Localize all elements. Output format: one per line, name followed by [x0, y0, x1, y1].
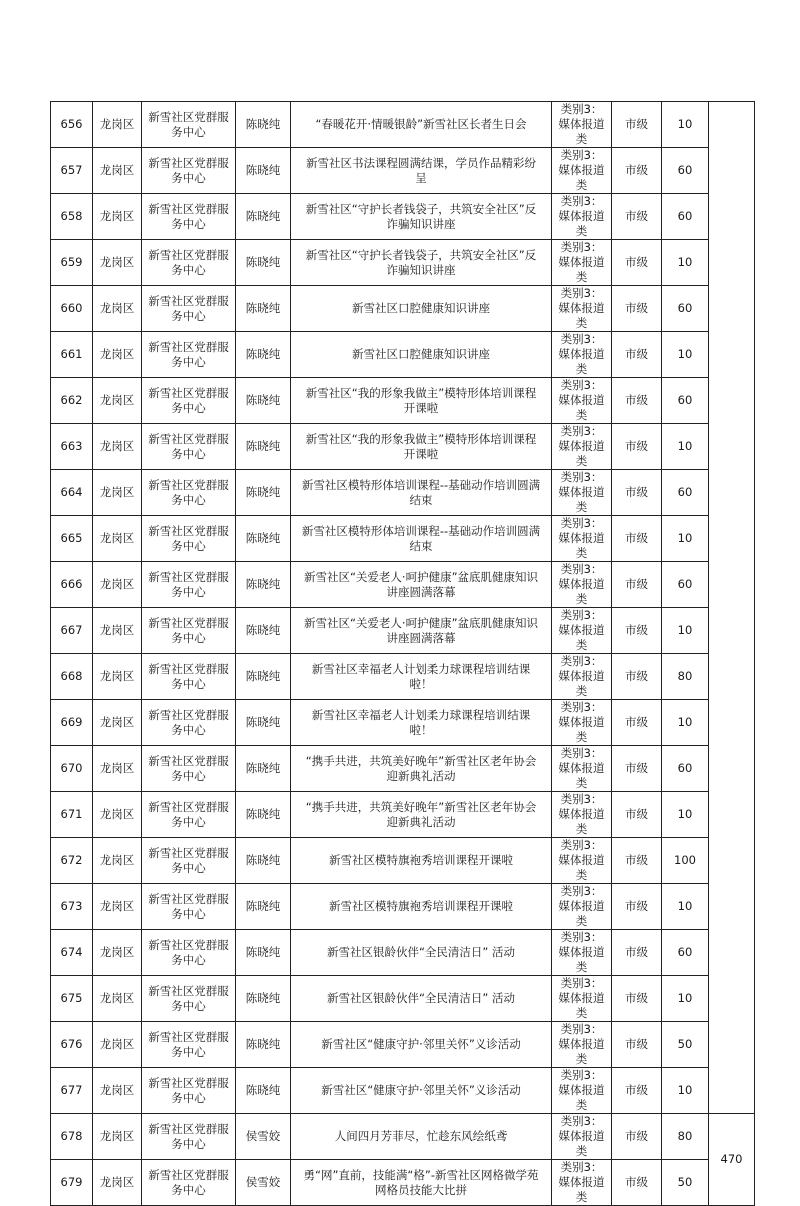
- title-cell: 新雪社区银龄伙伴“全民清洁日” 活动: [291, 976, 552, 1022]
- unit-cell: 新雪社区党群服务中心: [142, 562, 236, 608]
- score-cell: 60: [662, 286, 709, 332]
- level-cell: 市级: [612, 424, 662, 470]
- score-cell: 10: [662, 102, 709, 148]
- table-row: [51, 1160, 755, 1206]
- score-cell: 60: [662, 148, 709, 194]
- title-cell: 新雪社区银龄伙伴“全民清洁日” 活动: [291, 930, 552, 976]
- level-cell: 市级: [612, 1114, 662, 1160]
- person-cell: 陈晓纯: [236, 654, 291, 700]
- district-cell: 龙岗区: [93, 1160, 142, 1206]
- table-row: [51, 654, 755, 700]
- person-cell: 陈晓纯: [236, 424, 291, 470]
- category-cell: 类别3：媒体报道类: [552, 1068, 612, 1114]
- row-number-cell: 663: [51, 424, 93, 470]
- row-number-cell: 673: [51, 884, 93, 930]
- person-cell: 陈晓纯: [236, 700, 291, 746]
- level-cell: 市级: [612, 148, 662, 194]
- score-cell: 80: [662, 654, 709, 700]
- unit-cell: 新雪社区党群服务中心: [142, 608, 236, 654]
- category-cell: 类别3：媒体报道类: [552, 1160, 612, 1206]
- level-cell: 市级: [612, 838, 662, 884]
- unit-cell: 新雪社区党群服务中心: [142, 838, 236, 884]
- table-row: [51, 286, 755, 332]
- person-cell: 陈晓纯: [236, 286, 291, 332]
- district-cell: 龙岗区: [93, 1022, 142, 1068]
- row-number-cell: 666: [51, 562, 93, 608]
- unit-cell: 新雪社区党群服务中心: [142, 1068, 236, 1114]
- person-cell: 陈晓纯: [236, 378, 291, 424]
- row-number-cell: 659: [51, 240, 93, 286]
- table-row: [51, 562, 755, 608]
- person-cell: 陈晓纯: [236, 470, 291, 516]
- district-cell: 龙岗区: [93, 102, 142, 148]
- district-cell: 龙岗区: [93, 240, 142, 286]
- level-cell: 市级: [612, 470, 662, 516]
- unit-cell: 新雪社区党群服务中心: [142, 654, 236, 700]
- table-row: [51, 884, 755, 930]
- title-cell: 新雪社区“我的形象我做主”模特形体培训课程开课啦: [291, 424, 552, 470]
- title-cell: “携手共进，共筑美好晚年”新雪社区老年协会迎新典礼活动: [291, 792, 552, 838]
- table-row: [51, 378, 755, 424]
- title-cell: 新雪社区模特旗袍秀培训课程开课啦: [291, 884, 552, 930]
- district-cell: 龙岗区: [93, 746, 142, 792]
- district-cell: 龙岗区: [93, 608, 142, 654]
- title-cell: 新雪社区“我的形象我做主”模特形体培训课程开课啦: [291, 378, 552, 424]
- district-cell: 龙岗区: [93, 286, 142, 332]
- unit-cell: 新雪社区党群服务中心: [142, 286, 236, 332]
- level-cell: 市级: [612, 608, 662, 654]
- row-number-cell: 678: [51, 1114, 93, 1160]
- person-cell: 陈晓纯: [236, 240, 291, 286]
- title-cell: 新雪社区幸福老人计划柔力球课程培训结课啦！: [291, 654, 552, 700]
- level-cell: 市级: [612, 884, 662, 930]
- unit-cell: 新雪社区党群服务中心: [142, 102, 236, 148]
- district-cell: 龙岗区: [93, 700, 142, 746]
- category-cell: 类别3：媒体报道类: [552, 562, 612, 608]
- unit-cell: 新雪社区党群服务中心: [142, 976, 236, 1022]
- table-row: [51, 930, 755, 976]
- row-number-cell: 658: [51, 194, 93, 240]
- district-cell: 龙岗区: [93, 976, 142, 1022]
- unit-cell: 新雪社区党群服务中心: [142, 884, 236, 930]
- score-cell: 50: [662, 1160, 709, 1206]
- category-cell: 类别3：媒体报道类: [552, 102, 612, 148]
- records-table: [50, 101, 755, 1206]
- district-cell: 龙岗区: [93, 930, 142, 976]
- person-cell: 陈晓纯: [236, 1068, 291, 1114]
- level-cell: 市级: [612, 194, 662, 240]
- unit-cell: 新雪社区党群服务中心: [142, 1114, 236, 1160]
- unit-cell: 新雪社区党群服务中心: [142, 194, 236, 240]
- category-cell: 类别3：媒体报道类: [552, 286, 612, 332]
- category-cell: 类别3：媒体报道类: [552, 470, 612, 516]
- level-cell: 市级: [612, 286, 662, 332]
- table-row: [51, 470, 755, 516]
- unit-cell: 新雪社区党群服务中心: [142, 240, 236, 286]
- category-cell: 类别3：媒体报道类: [552, 240, 612, 286]
- title-cell: “携手共进，共筑美好晚年”新雪社区老年协会迎新典礼活动: [291, 746, 552, 792]
- level-cell: 市级: [612, 378, 662, 424]
- unit-cell: 新雪社区党群服务中心: [142, 516, 236, 562]
- unit-cell: 新雪社区党群服务中心: [142, 332, 236, 378]
- table-row: [51, 424, 755, 470]
- table-row: [51, 976, 755, 1022]
- person-cell: 陈晓纯: [236, 148, 291, 194]
- table-row: [51, 746, 755, 792]
- title-cell: 新雪社区“守护长者钱袋子，共筑安全社区”反诈骗知识讲座: [291, 240, 552, 286]
- row-number-cell: 679: [51, 1160, 93, 1206]
- district-cell: 龙岗区: [93, 424, 142, 470]
- category-cell: 类别3：媒体报道类: [552, 332, 612, 378]
- row-number-cell: 661: [51, 332, 93, 378]
- score-cell: 80: [662, 1114, 709, 1160]
- row-number-cell: 670: [51, 746, 93, 792]
- unit-cell: 新雪社区党群服务中心: [142, 378, 236, 424]
- title-cell: “春暖花开·情暖银龄”新雪社区长者生日会: [291, 102, 552, 148]
- row-number-cell: 664: [51, 470, 93, 516]
- district-cell: 龙岗区: [93, 562, 142, 608]
- district-cell: 龙岗区: [93, 1114, 142, 1160]
- person-cell: 陈晓纯: [236, 194, 291, 240]
- level-cell: 市级: [612, 1160, 662, 1206]
- score-cell: 60: [662, 746, 709, 792]
- unit-cell: 新雪社区党群服务中心: [142, 148, 236, 194]
- table-row: [51, 194, 755, 240]
- group-total-cell: [709, 102, 755, 1114]
- table-row: [51, 332, 755, 378]
- category-cell: 类别3：媒体报道类: [552, 976, 612, 1022]
- row-number-cell: 671: [51, 792, 93, 838]
- person-cell: 陈晓纯: [236, 562, 291, 608]
- score-cell: 10: [662, 976, 709, 1022]
- category-cell: 类别3：媒体报道类: [552, 1114, 612, 1160]
- row-number-cell: 669: [51, 700, 93, 746]
- level-cell: 市级: [612, 332, 662, 378]
- level-cell: 市级: [612, 516, 662, 562]
- score-cell: 10: [662, 608, 709, 654]
- title-cell: 新雪社区幸福老人计划柔力球课程培训结课啦！: [291, 700, 552, 746]
- row-number-cell: 656: [51, 102, 93, 148]
- table-row: [51, 1114, 755, 1160]
- table-row: [51, 1068, 755, 1114]
- district-cell: 龙岗区: [93, 516, 142, 562]
- score-cell: 10: [662, 516, 709, 562]
- person-cell: 陈晓纯: [236, 792, 291, 838]
- score-cell: 60: [662, 194, 709, 240]
- group-total-cell: 470: [709, 1114, 755, 1206]
- row-number-cell: 668: [51, 654, 93, 700]
- district-cell: 龙岗区: [93, 654, 142, 700]
- score-cell: 60: [662, 470, 709, 516]
- unit-cell: 新雪社区党群服务中心: [142, 930, 236, 976]
- table-row: [51, 516, 755, 562]
- category-cell: 类别3：媒体报道类: [552, 884, 612, 930]
- title-cell: 新雪社区“健康守护·邻里关怀”义诊活动: [291, 1068, 552, 1114]
- table-body: [51, 102, 755, 1206]
- level-cell: 市级: [612, 654, 662, 700]
- person-cell: 陈晓纯: [236, 746, 291, 792]
- title-cell: 人间四月芳菲尽，忙趁东风绘纸鸢: [291, 1114, 552, 1160]
- person-cell: 侯雪姣: [236, 1114, 291, 1160]
- category-cell: 类别3：媒体报道类: [552, 378, 612, 424]
- category-cell: 类别3：媒体报道类: [552, 654, 612, 700]
- title-cell: 勇“网”直前，技能满“格”-新雪社区网格微学苑网格员技能大比拼: [291, 1160, 552, 1206]
- level-cell: 市级: [612, 1022, 662, 1068]
- title-cell: 新雪社区口腔健康知识讲座: [291, 286, 552, 332]
- unit-cell: 新雪社区党群服务中心: [142, 424, 236, 470]
- district-cell: 龙岗区: [93, 378, 142, 424]
- title-cell: 新雪社区模特形体培训课程--基础动作培训圆满结束: [291, 516, 552, 562]
- title-cell: 新雪社区“关爱老人·呵护健康”盆底肌健康知识讲座圆满落幕: [291, 562, 552, 608]
- score-cell: 10: [662, 792, 709, 838]
- person-cell: 陈晓纯: [236, 976, 291, 1022]
- unit-cell: 新雪社区党群服务中心: [142, 1160, 236, 1206]
- unit-cell: 新雪社区党群服务中心: [142, 700, 236, 746]
- category-cell: 类别3：媒体报道类: [552, 792, 612, 838]
- score-cell: 10: [662, 240, 709, 286]
- score-cell: 10: [662, 332, 709, 378]
- category-cell: 类别3：媒体报道类: [552, 516, 612, 562]
- row-number-cell: 665: [51, 516, 93, 562]
- level-cell: 市级: [612, 102, 662, 148]
- table-row: [51, 102, 755, 148]
- table-row: [51, 240, 755, 286]
- score-cell: 60: [662, 378, 709, 424]
- level-cell: 市级: [612, 1068, 662, 1114]
- person-cell: 陈晓纯: [236, 930, 291, 976]
- person-cell: 陈晓纯: [236, 102, 291, 148]
- district-cell: 龙岗区: [93, 332, 142, 378]
- score-cell: 60: [662, 930, 709, 976]
- level-cell: 市级: [612, 976, 662, 1022]
- person-cell: 陈晓纯: [236, 608, 291, 654]
- table-row: [51, 148, 755, 194]
- person-cell: 陈晓纯: [236, 884, 291, 930]
- score-cell: 10: [662, 424, 709, 470]
- title-cell: 新雪社区书法课程圆满结课，学员作品精彩纷呈: [291, 148, 552, 194]
- level-cell: 市级: [612, 240, 662, 286]
- score-cell: 10: [662, 700, 709, 746]
- person-cell: 侯雪姣: [236, 1160, 291, 1206]
- row-number-cell: 657: [51, 148, 93, 194]
- category-cell: 类别3：媒体报道类: [552, 700, 612, 746]
- person-cell: 陈晓纯: [236, 838, 291, 884]
- person-cell: 陈晓纯: [236, 1022, 291, 1068]
- row-number-cell: 677: [51, 1068, 93, 1114]
- unit-cell: 新雪社区党群服务中心: [142, 746, 236, 792]
- unit-cell: 新雪社区党群服务中心: [142, 792, 236, 838]
- title-cell: 新雪社区“守护长者钱袋子，共筑安全社区”反诈骗知识讲座: [291, 194, 552, 240]
- category-cell: 类别3：媒体报道类: [552, 424, 612, 470]
- table-row: [51, 792, 755, 838]
- category-cell: 类别3：媒体报道类: [552, 1022, 612, 1068]
- row-number-cell: 674: [51, 930, 93, 976]
- unit-cell: 新雪社区党群服务中心: [142, 470, 236, 516]
- district-cell: 龙岗区: [93, 470, 142, 516]
- district-cell: 龙岗区: [93, 194, 142, 240]
- row-number-cell: 667: [51, 608, 93, 654]
- district-cell: 龙岗区: [93, 792, 142, 838]
- title-cell: 新雪社区模特旗袍秀培训课程开课啦: [291, 838, 552, 884]
- row-number-cell: 676: [51, 1022, 93, 1068]
- score-cell: 50: [662, 1022, 709, 1068]
- level-cell: 市级: [612, 562, 662, 608]
- level-cell: 市级: [612, 746, 662, 792]
- row-number-cell: 675: [51, 976, 93, 1022]
- person-cell: 陈晓纯: [236, 516, 291, 562]
- row-number-cell: 662: [51, 378, 93, 424]
- score-cell: 10: [662, 884, 709, 930]
- score-cell: 100: [662, 838, 709, 884]
- score-cell: 10: [662, 1068, 709, 1114]
- district-cell: 龙岗区: [93, 884, 142, 930]
- row-number-cell: 660: [51, 286, 93, 332]
- score-cell: 60: [662, 562, 709, 608]
- level-cell: 市级: [612, 930, 662, 976]
- title-cell: 新雪社区“关爱老人·呵护健康”盆底肌健康知识讲座圆满落幕: [291, 608, 552, 654]
- category-cell: 类别3：媒体报道类: [552, 930, 612, 976]
- title-cell: 新雪社区“健康守护·邻里关怀”义诊活动: [291, 1022, 552, 1068]
- category-cell: 类别3：媒体报道类: [552, 194, 612, 240]
- district-cell: 龙岗区: [93, 838, 142, 884]
- title-cell: 新雪社区口腔健康知识讲座: [291, 332, 552, 378]
- table-row: [51, 608, 755, 654]
- district-cell: 龙岗区: [93, 1068, 142, 1114]
- table-row: [51, 838, 755, 884]
- category-cell: 类别3：媒体报道类: [552, 148, 612, 194]
- unit-cell: 新雪社区党群服务中心: [142, 1022, 236, 1068]
- table-row: [51, 1022, 755, 1068]
- category-cell: 类别3：媒体报道类: [552, 746, 612, 792]
- category-cell: 类别3：媒体报道类: [552, 608, 612, 654]
- level-cell: 市级: [612, 792, 662, 838]
- level-cell: 市级: [612, 700, 662, 746]
- title-cell: 新雪社区模特形体培训课程--基础动作培训圆满结束: [291, 470, 552, 516]
- category-cell: 类别3：媒体报道类: [552, 838, 612, 884]
- row-number-cell: 672: [51, 838, 93, 884]
- person-cell: 陈晓纯: [236, 332, 291, 378]
- table-row: [51, 700, 755, 746]
- district-cell: 龙岗区: [93, 148, 142, 194]
